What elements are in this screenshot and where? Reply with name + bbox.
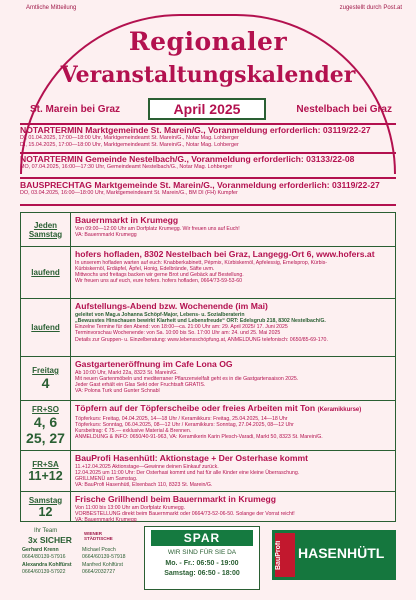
event-content: Aufstellungs-Abend bzw. Wochenende (im Mai) geleitet von Mag.a Johanna Schöpf-Major, Lebens- u. Sozialberaterin „Bewusstes Hinschauen bewirkt Klarheit und Lebensfreude“ ORT: Edelsgrub 218, 8302 Nestelbach/G. Einzelne Termine für den Abend: von 18:00—ca. 21:00 Uhr am: 29. April 2025/ 17. Juni 2025 Terminvorschau Wochenende: von Sa. 10:00 bis So. 17:00 Uhr am: 24. und 25. Mai 2025 Details zur Gruppen- u. Einzelberatung: www.lebensschöpfung.at, ANMELDUNG telefonisch: 0650/85-69-170. (75, 301, 392, 343)
event-content: Gastgarteneröffnung im Cafe Lona OG Ab 10:00 Uhr, Markt 22a, 8323 St. Marein/G. Mit neuen Gartenmöbeln und mediterraner Pflanzenvielfalt geht es in die Gastgartensaison 2025. Jeder Gast erhält ein Glas Sekt oder Fruchtsaft GRATIS. VA: Polona Turk und Gunter Schnabl (75, 359, 392, 395)
event-row (21, 298, 395, 356)
insurer-logo: WIENER STÄDTISCHE (84, 531, 113, 541)
hasenhuetl-name: HASENHÜTL (298, 545, 385, 561)
notary-line: MO, 07.04.2025, 16:00—17:30 Uhr, Gemeindeamt Nestelbach/G., Notar Mag. Lohberger (20, 164, 233, 170)
location-nestelbach: Nestelbach bei Graz (296, 104, 392, 115)
notary-line: DI, 15.04.2025, 17:00—18:00 Uhr, Marktgemeindeamt St. Marein/G., Notar Mag. Lohberger (20, 141, 239, 148)
notary-heading: NOTARTERMIN Gemeinde Nestelbach/G., Voranmeldung erforderlich: 03133/22-08 (20, 154, 355, 164)
event-date: laufend (21, 299, 71, 356)
event-title: Frische Grillhendl beim Bauernmarkt in Krumegg (75, 494, 277, 504)
events-table (20, 212, 396, 522)
event-title: Aufstellungs-Abend bzw. Wochenende (im Mai) (75, 301, 268, 311)
bauprofi-logo: BauProfi (275, 533, 295, 577)
team-label: Ihr Team (34, 528, 58, 534)
notary-nestelbach (20, 154, 396, 171)
team-slogan: 3x SICHER (28, 535, 72, 545)
event-title: BauProfi Hasenhütl: Aktionstage + Der Osterhase kommt (75, 453, 308, 463)
event-row (21, 450, 395, 491)
event-title: hofers hofladen, 8302 Nestelbach bei Graz, Langegg-Ort 6, www.hofers.at (75, 249, 375, 259)
divider (20, 177, 396, 179)
notary-st-marein (20, 125, 396, 148)
event-row (21, 213, 395, 246)
hasenhuetl-ad (272, 530, 396, 580)
event-content: Frische Grillhendl beim Bauernmarkt in Krumegg Von 11:00 bis 13:00 Uhr am Dorfplatz Krumegg. VORBESTELLUNG direkt beim Bauernmarkt oder 0664/73-52-06-50. Solange der Vorrat reicht! VA: Bauernmarkt Krumegg (75, 494, 392, 523)
spar-tagline: WIR SIND FÜR SIE DA (167, 549, 237, 556)
event-row (21, 246, 395, 298)
event-title: Töpfern auf der Töpferscheibe oder freies Arbeiten mit Ton (Keramikkurse) (75, 403, 362, 413)
sponsor-footer (20, 526, 396, 590)
event-content: hofers hofladen, 8302 Nestelbach bei Graz, Langegg-Ort 6, www.hofers.at In unserem hofladen warten auf euch: Knabberkabinett, Pépmix, Kürbiskernöl, Apfelessig, Ernelsprop, Kürbis- Kürbiskernöl, Erdäpfel, Äpfel, Honig, Edelbrände, Säfte uvm. Mittwochs und freitags backen wir gerne Brot und Gebäck auf Bestellung. Wir freuen uns auf euch, eure hofers. hofers hofladen, 0664/73-59-53-60 (75, 249, 392, 285)
spar-ad (144, 526, 260, 590)
event-content: BauProfi Hasenhütl: Aktionstage + Der Osterhase kommt 11.+12.04.2025 Aktionstage—Gewinne deinen Einkauf zurück. 12.04.2025 um 11:00 Uhr: Der Osterhasi kommt und hat für alle Kinder eine kleine Überraschung. GRILLMENÜ am Samstag. VA: BauProfi Hasenhütl, Elxenbach 110, 8323 St. Marein/G. (75, 453, 392, 489)
location-st-marein: St. Marein bei Graz (30, 104, 121, 115)
event-date: laufend (21, 247, 71, 298)
notary-line: DI, 01.04.2025, 17:00—18:00 Uhr, Marktgemeindeamt St. Marein/G., Notar Mag. Lohberger (20, 135, 239, 141)
title-regional: Regionaler (128, 27, 288, 56)
event-date: FR+SA 11+12 (21, 451, 71, 491)
notary-heading: NOTARTERMIN Marktgemeinde St. Marein/G., Voranmeldung erforderlich: 03119/22-27 (20, 125, 371, 135)
bau-line: DO, 03.04.2025, 16:00—18:00 Uhr, Marktgemeindeamt St. Marein/G., BM DI (FH) Kumpfer (20, 190, 238, 196)
bau-heading: BAUSPRECHTAG Marktgemeinde St. Marein/G., Voranmeldung erforderlich: 03119/22-27 (20, 180, 380, 190)
divider (20, 204, 396, 206)
event-title: Bauernmarkt in Krumegg (75, 215, 179, 225)
event-date: FR+SO 4, 6 25, 27 (21, 401, 71, 450)
event-date: Samstag 12 (21, 492, 71, 522)
event-content: Töpfern auf der Töpferscheibe oder freies Arbeiten mit Ton (Keramikkurse) Töpferkurs: Freitag, 04.04.2025, 14—18 Uhr / Keramikkurs: Freitag, 25.04.2025, 14—18 Uhr Töpferkurs: Sonntag, 06.04.2025, 08—12 Uhr / Keramikkurs: Sonntag, 27.04.2025, 08—12 Uhr Kursbeitrag: € 75.— exklusive Material & Brennen. ANMELDUNG & INFO: 0650/40-91-963, VA: Keramikerin Karin Plesch-Varadi, Markt 50, 8323 St. Marein/G. (75, 403, 392, 441)
event-content: Bauernmarkt in Krumegg Von 09:00—12:00 Uhr am Dorfplatz Krumegg. Wir freuen uns auf Euch! VA: Bauernmarkt Krumegg (75, 215, 392, 238)
month-box: April 2025 (148, 98, 266, 120)
insurance-ad: Ihr Team 3x SICHER WIENER STÄDTISCHE Gerhard Krenn 0664/80139-57916 Alexandra Kohlfürst 0664/60139-57922 Michael Posch 0664/60139-57918 Manfred Kohlfürst 0664/2032727 (22, 528, 126, 575)
event-title: Gastgarteneröffnung im Cafe Lona OG (75, 359, 233, 369)
spar-hours-weekday: Mo. - Fr.: 06:50 - 19:00 (165, 560, 239, 567)
event-row (21, 400, 395, 450)
delivery-note: zugestellt durch Post.at (339, 5, 402, 11)
official-notice: Amtliche Mitteilung (26, 5, 77, 11)
title-calendar: Veranstaltungskalender (60, 62, 356, 88)
event-row (21, 491, 395, 522)
event-date: Freitag 4 (21, 357, 71, 400)
event-row (21, 356, 395, 400)
spar-logo: SPAR (151, 530, 253, 546)
spar-hours-saturday: Samstag: 06:50 - 18:00 (164, 570, 240, 577)
building-consultation (20, 180, 396, 197)
event-date: Jeden Samstag (21, 213, 71, 246)
